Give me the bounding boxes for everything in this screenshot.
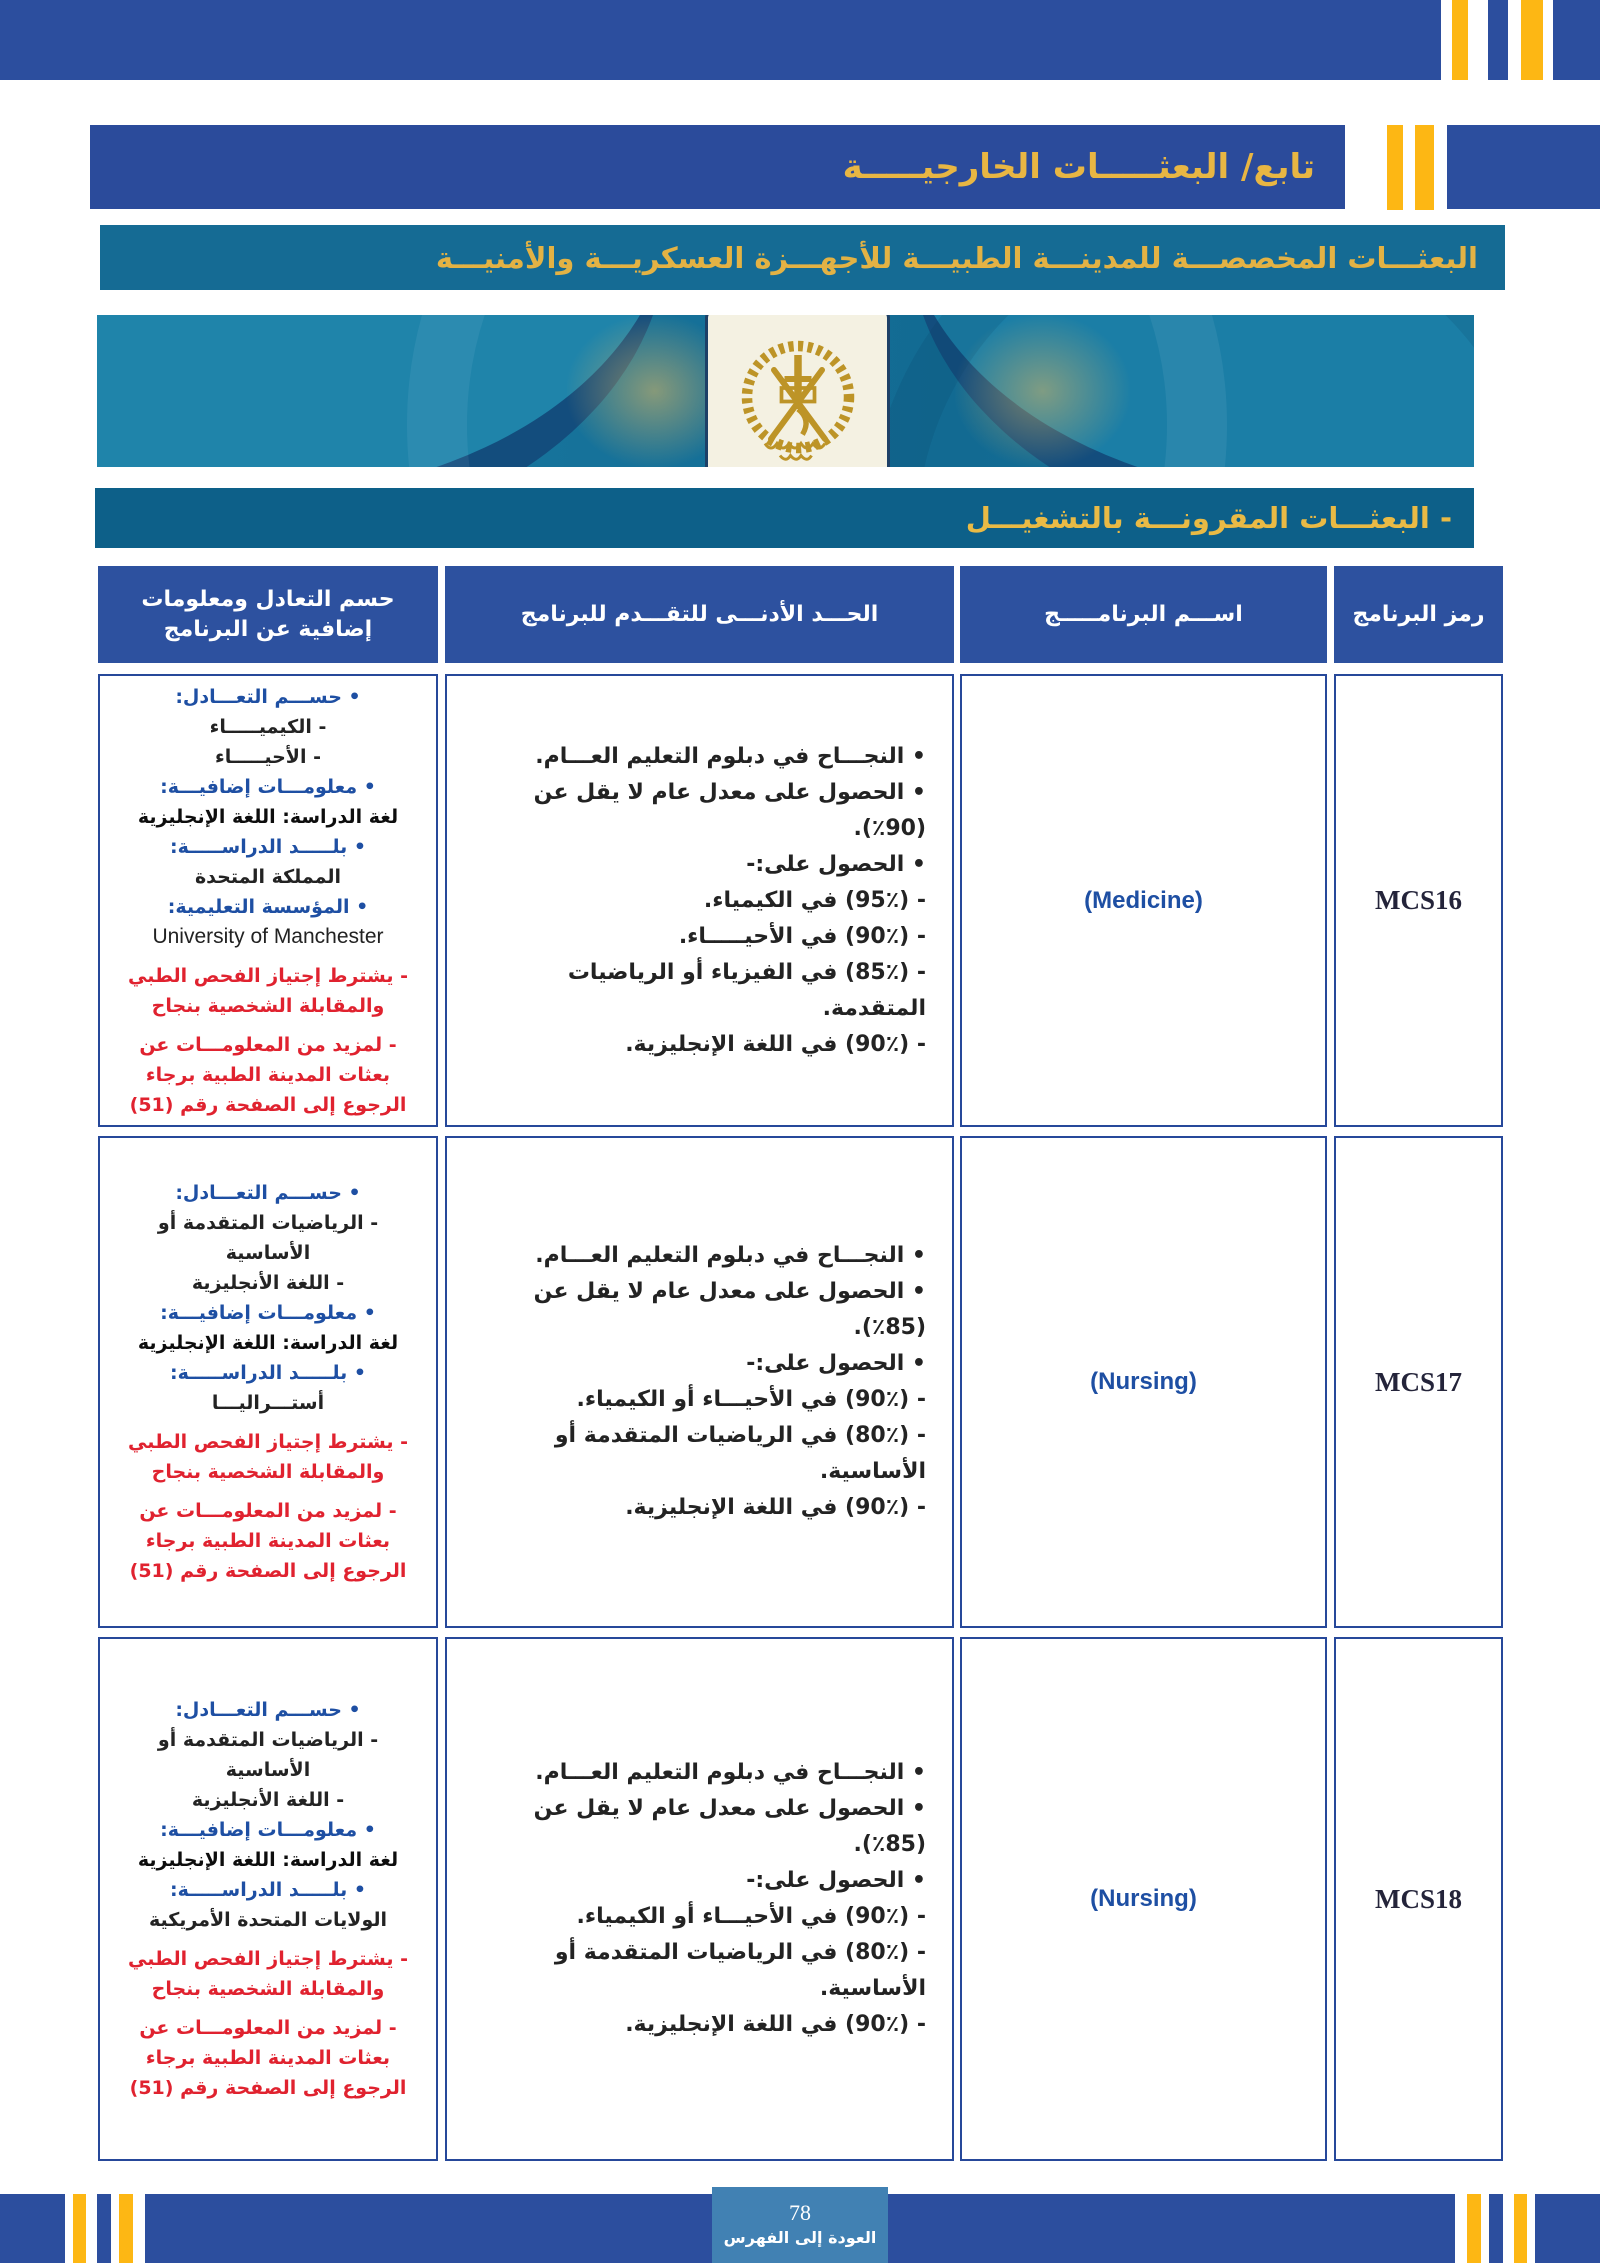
text-line: • المؤسسة التعليمية: bbox=[167, 895, 369, 918]
text-line: - (90٪) في اللغة الإنجليزية. bbox=[625, 2012, 926, 2037]
title-yellow-stripe bbox=[1387, 125, 1403, 210]
text-line: - (90٪) في اللغة الإنجليزية. bbox=[625, 1031, 926, 1057]
text-line: المملكة المتحدة bbox=[194, 865, 342, 888]
text-line: - (90٪) في الأحيـــاء أو الكيمياء. bbox=[576, 1904, 926, 1929]
section-title-bar bbox=[95, 488, 1474, 548]
minimum-requirements-cell bbox=[445, 1637, 954, 2161]
column-header-name: اســـم البرنامـــــج bbox=[960, 566, 1327, 663]
program-code-cell bbox=[1334, 674, 1503, 1127]
top-bar-yellow-stripe bbox=[1452, 0, 1468, 80]
tiebreak-info-lines bbox=[100, 682, 436, 1120]
tiebreak-info-cell bbox=[98, 1136, 438, 1628]
text-line: • حســـم التعـــادل: bbox=[175, 1182, 361, 1204]
minimum-requirements-cell bbox=[445, 674, 954, 1127]
program-name-cell bbox=[960, 674, 1327, 1127]
text-line: أستـــراليـــا bbox=[211, 1392, 325, 1414]
footer-segment bbox=[0, 2194, 65, 2263]
text-line: • النجـــاح في دبلوم التعليم العـــام. bbox=[535, 743, 926, 769]
text-line: • حســـم التعـــادل: bbox=[175, 685, 361, 708]
program-code: MCS17 bbox=[1375, 1366, 1462, 1397]
text-line: - يشترط إجتياز الفحص الطبي والمقابلة الشخصية بنجاح bbox=[128, 964, 408, 1017]
text-line: • بلـــــد الدراســـــة: bbox=[169, 1879, 367, 1901]
banner-gold-glow bbox=[955, 315, 1130, 467]
subheader-box bbox=[100, 225, 1505, 290]
minimum-requirement-lines bbox=[447, 739, 952, 1063]
page-title: تابع/ البعثـــــات الخارجيـــــة bbox=[842, 147, 1315, 187]
top-bar-segment bbox=[0, 0, 1441, 80]
text-line: • الحصول على معدل عام لا يقل عن (85٪). bbox=[533, 1279, 926, 1340]
footer-yellow-stripe bbox=[1467, 2194, 1481, 2263]
oman-emblem-icon bbox=[723, 319, 873, 467]
text-line: • الحصول على معدل عام لا يقل عن (85٪). bbox=[533, 1796, 926, 1857]
program-code: MCS16 bbox=[1375, 885, 1462, 915]
footer-segment bbox=[1535, 2194, 1600, 2263]
top-bar-blue-stripe bbox=[1488, 0, 1508, 80]
tiebreak-info-cell bbox=[98, 674, 438, 1127]
program-name: (Nursing) bbox=[1090, 1368, 1197, 1395]
text-line: • الحصول على:- bbox=[746, 1868, 926, 1893]
minimum-requirement-lines bbox=[447, 1238, 952, 1526]
emblem-panel bbox=[705, 315, 890, 467]
footer-yellow-stripe bbox=[1514, 2194, 1527, 2263]
text-line: - (80٪) في الرياضيات المتقدمة أو الأساسية. bbox=[554, 1940, 926, 2001]
text-line: - (80٪) في الرياضيات المتقدمة أو الأساسية. bbox=[554, 1423, 926, 1484]
top-bar-yellow-stripe bbox=[1521, 0, 1543, 80]
title-right-block bbox=[1447, 125, 1600, 209]
text-line: - (95٪) في الكيمياء. bbox=[703, 887, 926, 913]
column-header-code: رمز البرنامج bbox=[1334, 566, 1503, 663]
text-line: لغة الدراسة: اللغة الإنجليزية bbox=[137, 1849, 399, 1871]
program-code-cell bbox=[1334, 1637, 1503, 2161]
text-line: - اللغة الأنجليزية bbox=[191, 1272, 345, 1294]
footer-yellow-stripe bbox=[119, 2194, 133, 2263]
text-line: لغة الدراسة: اللغة الإنجليزية bbox=[137, 1332, 399, 1354]
footer-yellow-stripe bbox=[73, 2194, 86, 2263]
text-line: - (90٪) في الأحيـــــاء. bbox=[678, 923, 926, 949]
tiebreak-info-cell bbox=[98, 1637, 438, 2161]
text-line: • الحصول على:- bbox=[746, 851, 926, 877]
text-line: - الرياضيات المتقدمة أو الأساسية bbox=[157, 1729, 379, 1781]
tiebreak-info-lines bbox=[100, 1695, 436, 2103]
page-title-box bbox=[90, 125, 1345, 209]
text-line: - الكيميـــــاء bbox=[209, 715, 327, 738]
page-number: 78 bbox=[789, 2200, 811, 2225]
text-line: - (90٪) في الأحيـــاء أو الكيمياء. bbox=[576, 1387, 926, 1412]
text-line: - اللغة الأنجليزية bbox=[191, 1789, 345, 1811]
text-line: • بلـــــد الدراســـــة: bbox=[169, 1362, 367, 1384]
minimum-requirement-lines bbox=[447, 1755, 952, 2043]
text-line: - (90٪) في اللغة الإنجليزية. bbox=[625, 1495, 926, 1520]
top-bar-segment bbox=[1553, 0, 1600, 80]
title-yellow-stripe bbox=[1415, 125, 1434, 210]
tiebreak-info-lines bbox=[100, 1178, 436, 1586]
text-line: • بلـــــد الدراســـــة: bbox=[169, 835, 367, 858]
text-line: لغة الدراسة: اللغة الإنجليزية bbox=[137, 805, 399, 828]
text-line: الولايات المتحدة الأمريكية bbox=[148, 1909, 388, 1931]
program-code-cell bbox=[1334, 1136, 1503, 1628]
program-code: MCS18 bbox=[1375, 1883, 1462, 1914]
text-line: • معلومـــات إضافيـــة: bbox=[160, 1302, 376, 1324]
decorative-banner bbox=[97, 315, 1474, 467]
text-line: - لمزيد من المعلومـــات عن بعثات المدينة الطبية برجاء الرجوع إلى الصفحة رقم (51) bbox=[129, 2017, 407, 2099]
text-line: - الرياضيات المتقدمة أو الأساسية bbox=[157, 1212, 379, 1264]
text-line: - لمزيد من المعلومـــات عن بعثات المدينة الطبية برجاء الرجوع إلى الصفحة رقم (51) bbox=[129, 1033, 407, 1116]
text-line: - يشترط إجتياز الفحص الطبي والمقابلة الشخصية بنجاح bbox=[128, 1431, 408, 1483]
column-header-minimum: الحـــد الأدنـــى للتقـــدم للبرنامج bbox=[445, 566, 954, 663]
footer-blue-stripe bbox=[1489, 2194, 1503, 2263]
program-name-cell bbox=[960, 1136, 1327, 1628]
footer-blue-stripe bbox=[97, 2194, 111, 2263]
text-line: University of Manchester bbox=[152, 924, 384, 948]
back-to-index-tab[interactable] bbox=[712, 2187, 888, 2263]
text-line: • الحصول على معدل عام لا يقل عن (90٪). bbox=[533, 779, 926, 841]
minimum-requirements-cell bbox=[445, 1136, 954, 1628]
column-header-tiebreak: حسم التعادل ومعلومات إضافية عن البرنامج bbox=[98, 566, 438, 663]
text-line: • النجـــاح في دبلوم التعليم العـــام. bbox=[535, 1760, 926, 1785]
text-line: - (85٪) في الفيزياء أو الرياضيات المتقدمة. bbox=[567, 959, 926, 1021]
program-name-cell bbox=[960, 1637, 1327, 2161]
text-line: • معلومـــات إضافيـــة: bbox=[160, 775, 376, 798]
text-line: - يشترط إجتياز الفحص الطبي والمقابلة الشخصية بنجاح bbox=[128, 1948, 408, 2000]
back-to-index-link[interactable]: العودة إلى الفهرس bbox=[723, 2228, 877, 2247]
program-name: (Nursing) bbox=[1090, 1885, 1197, 1912]
text-line: • حســـم التعـــادل: bbox=[175, 1699, 361, 1721]
program-name: (Medicine) bbox=[1084, 886, 1203, 914]
subheader-title: البعثـــات المخصصـــة للمدينـــة الطبيـــة للأجهـــزة العسكريـــة والأمنيـــة bbox=[435, 240, 1478, 275]
text-line: • معلومـــات إضافيـــة: bbox=[160, 1819, 376, 1841]
text-line: • النجـــاح في دبلوم التعليم العـــام. bbox=[535, 1243, 926, 1268]
section-title: - البعثـــات المقرونـــة بالتشغيـــل bbox=[965, 501, 1452, 535]
text-line: - لمزيد من المعلومـــات عن بعثات المدينة الطبية برجاء الرجوع إلى الصفحة رقم (51) bbox=[129, 1500, 407, 1582]
text-line: - الأحيـــــاء bbox=[215, 745, 321, 768]
text-line: • الحصول على:- bbox=[746, 1351, 926, 1376]
